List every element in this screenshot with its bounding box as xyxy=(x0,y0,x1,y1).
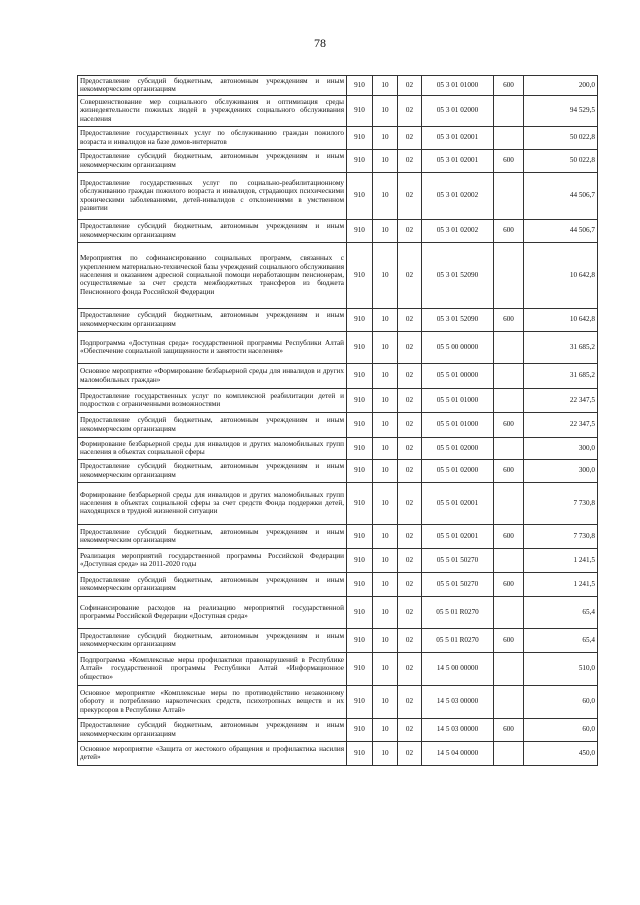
row-amount: 60,0 xyxy=(524,685,598,718)
row-expense-type xyxy=(494,596,524,628)
row-target-article: 14 5 00 00000 xyxy=(422,652,494,685)
row-name: Основное мероприятие «Формирование безбарьерной среды для инвалидов и других маломобильных граждан» xyxy=(78,363,347,388)
row-section-code: 10 xyxy=(373,572,398,596)
row-section-code: 10 xyxy=(373,172,398,219)
row-subsection-code: 02 xyxy=(398,172,422,219)
row-amount: 31 685,2 xyxy=(524,363,598,388)
row-target-article: 05 5 01 01000 xyxy=(422,412,494,437)
row-name: Предоставление государственных услуг по комплексной реабилитации детей и подростков с ограниченными возможностями xyxy=(78,388,347,412)
table-row xyxy=(78,76,598,96)
row-section-code: 10 xyxy=(373,126,398,149)
row-section-code: 10 xyxy=(373,308,398,331)
row-section-code: 10 xyxy=(373,363,398,388)
row-amount: 7 730,8 xyxy=(524,482,598,524)
row-expense-type xyxy=(494,741,524,765)
row-subsection-code: 02 xyxy=(398,572,422,596)
row-expense-type: 600 xyxy=(494,412,524,437)
row-glava-code: 910 xyxy=(347,95,373,126)
row-glava-code: 910 xyxy=(347,363,373,388)
row-name: Предоставление субсидий бюджетным, автономным учреждениям и иным некоммерческим организациям xyxy=(78,76,347,96)
row-subsection-code: 02 xyxy=(398,482,422,524)
row-amount: 22 347,5 xyxy=(524,388,598,412)
row-expense-type xyxy=(494,482,524,524)
row-section-code: 10 xyxy=(373,219,398,242)
row-amount: 450,0 xyxy=(524,741,598,765)
row-expense-type xyxy=(494,242,524,308)
row-section-code: 10 xyxy=(373,524,398,548)
row-subsection-code: 02 xyxy=(398,76,422,96)
row-section-code: 10 xyxy=(373,76,398,96)
row-section-code: 10 xyxy=(373,412,398,437)
table-row xyxy=(78,652,598,685)
row-subsection-code: 02 xyxy=(398,363,422,388)
row-expense-type: 600 xyxy=(494,628,524,652)
row-name: Мероприятия по софинансированию социальных программ, связанных с укреплением материально-технической базы учреждений социального обслуживания населения и оказанием адресной социальной помощи неработающим пенсионерам, осуществляемые за счет средств межбюджетных трансферов из бюджета Пенсионного фонда Российской Федерации xyxy=(78,242,347,308)
row-name: Предоставление субсидий бюджетным, автономным учреждениям и иным некоммерческим организациям xyxy=(78,412,347,437)
row-target-article: 05 3 01 01000 xyxy=(422,76,494,96)
row-section-code: 10 xyxy=(373,685,398,718)
row-subsection-code: 02 xyxy=(398,524,422,548)
table-row xyxy=(78,437,598,459)
table-row xyxy=(78,482,598,524)
row-name: Основное мероприятие «Защита от жестокого обращения и профилактика насилия детей» xyxy=(78,741,347,765)
row-expense-type xyxy=(494,437,524,459)
table-row xyxy=(78,524,598,548)
row-name: Совершенствование мер социального обслуживания и оптимизация среды жизнедеятельности пожилых людей в учреждениях социального обслуживания населения xyxy=(78,95,347,126)
row-target-article: 05 5 01 R0270 xyxy=(422,596,494,628)
row-amount: 44 506,7 xyxy=(524,172,598,219)
row-amount: 10 642,8 xyxy=(524,242,598,308)
row-subsection-code: 02 xyxy=(398,242,422,308)
row-glava-code: 910 xyxy=(347,652,373,685)
row-section-code: 10 xyxy=(373,95,398,126)
row-section-code: 10 xyxy=(373,331,398,363)
row-name: Предоставление субсидий бюджетным, автономным учреждениям и иным некоммерческим организациям xyxy=(78,628,347,652)
row-expense-type xyxy=(494,548,524,572)
row-name: Предоставление субсидий бюджетным, автономным учреждениям и иным некоммерческим организациям xyxy=(78,149,347,172)
row-expense-type xyxy=(494,652,524,685)
row-glava-code: 910 xyxy=(347,412,373,437)
table-row xyxy=(78,718,598,741)
row-target-article: 05 3 01 02001 xyxy=(422,149,494,172)
row-target-article: 05 5 01 R0270 xyxy=(422,628,494,652)
row-subsection-code: 02 xyxy=(398,95,422,126)
row-target-article: 05 3 01 52090 xyxy=(422,308,494,331)
table-row xyxy=(78,741,598,765)
row-target-article: 05 5 01 02000 xyxy=(422,437,494,459)
table-row xyxy=(78,149,598,172)
row-section-code: 10 xyxy=(373,628,398,652)
table-row xyxy=(78,126,598,149)
row-glava-code: 910 xyxy=(347,524,373,548)
row-section-code: 10 xyxy=(373,388,398,412)
row-name: Подпрограмма «Комплексные меры профилактики правонарушений в Республике Алтай» государственной программы Республики Алтай «Информационное общество» xyxy=(78,652,347,685)
row-expense-type: 600 xyxy=(494,149,524,172)
row-amount: 10 642,8 xyxy=(524,308,598,331)
row-glava-code: 910 xyxy=(347,437,373,459)
row-subsection-code: 02 xyxy=(398,126,422,149)
table-row xyxy=(78,242,598,308)
row-name: Предоставление субсидий бюджетным, автономным учреждениям и иным некоммерческим организациям xyxy=(78,718,347,741)
row-amount: 65,4 xyxy=(524,596,598,628)
row-subsection-code: 02 xyxy=(398,331,422,363)
row-expense-type xyxy=(494,172,524,219)
row-glava-code: 910 xyxy=(347,242,373,308)
row-target-article: 05 3 01 02002 xyxy=(422,219,494,242)
row-section-code: 10 xyxy=(373,596,398,628)
row-glava-code: 910 xyxy=(347,331,373,363)
row-expense-type xyxy=(494,331,524,363)
row-section-code: 10 xyxy=(373,718,398,741)
table-row xyxy=(78,331,598,363)
table-row xyxy=(78,308,598,331)
row-name: Формирование безбарьерной среды для инвалидов и других маломобильных групп населения в объектах социальной сферы за счет средств Фонда поддержки детей, находящихся в трудной жизненной ситуации xyxy=(78,482,347,524)
row-target-article: 14 5 04 00000 xyxy=(422,741,494,765)
row-glava-code: 910 xyxy=(347,308,373,331)
row-amount: 300,0 xyxy=(524,459,598,482)
row-expense-type: 600 xyxy=(494,219,524,242)
row-subsection-code: 02 xyxy=(398,219,422,242)
row-name: Предоставление субсидий бюджетным, автономным учреждениям и иным некоммерческим организациям xyxy=(78,572,347,596)
row-glava-code: 910 xyxy=(347,718,373,741)
row-expense-type xyxy=(494,685,524,718)
row-glava-code: 910 xyxy=(347,482,373,524)
row-subsection-code: 02 xyxy=(398,548,422,572)
row-target-article: 05 5 01 02001 xyxy=(422,524,494,548)
row-subsection-code: 02 xyxy=(398,628,422,652)
row-target-article: 05 5 00 00000 xyxy=(422,331,494,363)
row-expense-type: 600 xyxy=(494,572,524,596)
row-target-article: 05 5 01 50270 xyxy=(422,572,494,596)
row-glava-code: 910 xyxy=(347,172,373,219)
row-name: Предоставление субсидий бюджетным, автономным учреждениям и иным некоммерческим организациям xyxy=(78,459,347,482)
row-amount: 200,0 xyxy=(524,76,598,96)
table-row xyxy=(78,685,598,718)
row-subsection-code: 02 xyxy=(398,718,422,741)
table-row xyxy=(78,572,598,596)
row-expense-type: 600 xyxy=(494,308,524,331)
row-name: Реализация мероприятий государственной программы Российской Федерации «Доступная среда» на 2011-2020 годы xyxy=(78,548,347,572)
table-row xyxy=(78,363,598,388)
row-section-code: 10 xyxy=(373,149,398,172)
row-amount: 510,0 xyxy=(524,652,598,685)
row-amount: 94 529,5 xyxy=(524,95,598,126)
row-name: Подпрограмма «Доступная среда» государственной программы Республики Алтай «Обеспечение социальной защищенности и занятости населения» xyxy=(78,331,347,363)
row-subsection-code: 02 xyxy=(398,308,422,331)
row-target-article: 05 5 01 00000 xyxy=(422,363,494,388)
row-amount: 65,4 xyxy=(524,628,598,652)
row-expense-type xyxy=(494,95,524,126)
row-glava-code: 910 xyxy=(347,459,373,482)
row-subsection-code: 02 xyxy=(398,149,422,172)
row-section-code: 10 xyxy=(373,741,398,765)
row-target-article: 05 3 01 52090 xyxy=(422,242,494,308)
row-glava-code: 910 xyxy=(347,76,373,96)
row-name: Основное мероприятие «Комплексные меры по противодействию незаконному обороту и потреблению наркотических средств, психотропных веществ и их прекурсоров в Республике Алтай» xyxy=(78,685,347,718)
row-target-article: 14 5 03 00000 xyxy=(422,718,494,741)
table-row xyxy=(78,596,598,628)
table-row xyxy=(78,412,598,437)
row-amount: 44 506,7 xyxy=(524,219,598,242)
row-target-article: 05 5 01 01000 xyxy=(422,388,494,412)
budget-table-body xyxy=(78,76,598,766)
row-amount: 7 730,8 xyxy=(524,524,598,548)
row-amount: 60,0 xyxy=(524,718,598,741)
row-subsection-code: 02 xyxy=(398,596,422,628)
row-target-article: 05 3 01 02001 xyxy=(422,126,494,149)
row-expense-type xyxy=(494,126,524,149)
row-name: Софинансирование расходов на реализацию мероприятий государственной программы Российской Федерации «Доступная среда» xyxy=(78,596,347,628)
row-subsection-code: 02 xyxy=(398,459,422,482)
row-glava-code: 910 xyxy=(347,548,373,572)
row-glava-code: 910 xyxy=(347,388,373,412)
row-glava-code: 910 xyxy=(347,596,373,628)
row-expense-type: 600 xyxy=(494,459,524,482)
row-subsection-code: 02 xyxy=(398,741,422,765)
row-glava-code: 910 xyxy=(347,219,373,242)
row-subsection-code: 02 xyxy=(398,388,422,412)
row-section-code: 10 xyxy=(373,437,398,459)
budget-table xyxy=(77,75,598,766)
row-amount: 50 022,8 xyxy=(524,126,598,149)
table-row xyxy=(78,628,598,652)
row-glava-code: 910 xyxy=(347,628,373,652)
table-row xyxy=(78,219,598,242)
row-glava-code: 910 xyxy=(347,685,373,718)
row-glava-code: 910 xyxy=(347,741,373,765)
row-expense-type: 600 xyxy=(494,524,524,548)
table-row xyxy=(78,95,598,126)
table-row xyxy=(78,388,598,412)
row-amount: 22 347,5 xyxy=(524,412,598,437)
row-name: Предоставление государственных услуг по социально-реабилитационному обслуживанию граждан пожилого возраста и инвалидов, страдающих психическими хроническими заболеваниями, детей-инвалидов с отклонениями в умственном развитии xyxy=(78,172,347,219)
row-name: Предоставление субсидий бюджетным, автономным учреждениям и иным некоммерческим организациям xyxy=(78,219,347,242)
row-amount: 31 685,2 xyxy=(524,331,598,363)
row-expense-type xyxy=(494,388,524,412)
row-amount: 1 241,5 xyxy=(524,572,598,596)
row-subsection-code: 02 xyxy=(398,412,422,437)
row-section-code: 10 xyxy=(373,482,398,524)
row-target-article: 14 5 03 00000 xyxy=(422,685,494,718)
row-target-article: 05 5 01 02000 xyxy=(422,459,494,482)
row-section-code: 10 xyxy=(373,548,398,572)
row-amount: 1 241,5 xyxy=(524,548,598,572)
row-amount: 50 022,8 xyxy=(524,149,598,172)
row-target-article: 05 5 01 50270 xyxy=(422,548,494,572)
row-section-code: 10 xyxy=(373,459,398,482)
row-glava-code: 910 xyxy=(347,126,373,149)
table-row xyxy=(78,172,598,219)
row-glava-code: 910 xyxy=(347,572,373,596)
row-name: Формирование безбарьерной среды для инвалидов и других маломобильных групп населения в объектах социальной сферы xyxy=(78,437,347,459)
row-expense-type xyxy=(494,363,524,388)
row-target-article: 05 3 01 02002 xyxy=(422,172,494,219)
row-section-code: 10 xyxy=(373,652,398,685)
row-name: Предоставление субсидий бюджетным, автономным учреждениям и иным некоммерческим организациям xyxy=(78,524,347,548)
row-name: Предоставление государственных услуг по обслуживанию граждан пожилого возраста и инвалидов на базе домов-интернатов xyxy=(78,126,347,149)
row-subsection-code: 02 xyxy=(398,685,422,718)
row-glava-code: 910 xyxy=(347,149,373,172)
row-expense-type: 600 xyxy=(494,76,524,96)
row-subsection-code: 02 xyxy=(398,652,422,685)
row-expense-type: 600 xyxy=(494,718,524,741)
row-subsection-code: 02 xyxy=(398,437,422,459)
page-number: 78 xyxy=(314,36,326,50)
table-row xyxy=(78,548,598,572)
row-name: Предоставление субсидий бюджетным, автономным учреждениям и иным некоммерческим организациям xyxy=(78,308,347,331)
row-target-article: 05 5 01 02001 xyxy=(422,482,494,524)
row-amount: 300,0 xyxy=(524,437,598,459)
row-target-article: 05 3 01 02000 xyxy=(422,95,494,126)
row-section-code: 10 xyxy=(373,242,398,308)
table-row xyxy=(78,459,598,482)
